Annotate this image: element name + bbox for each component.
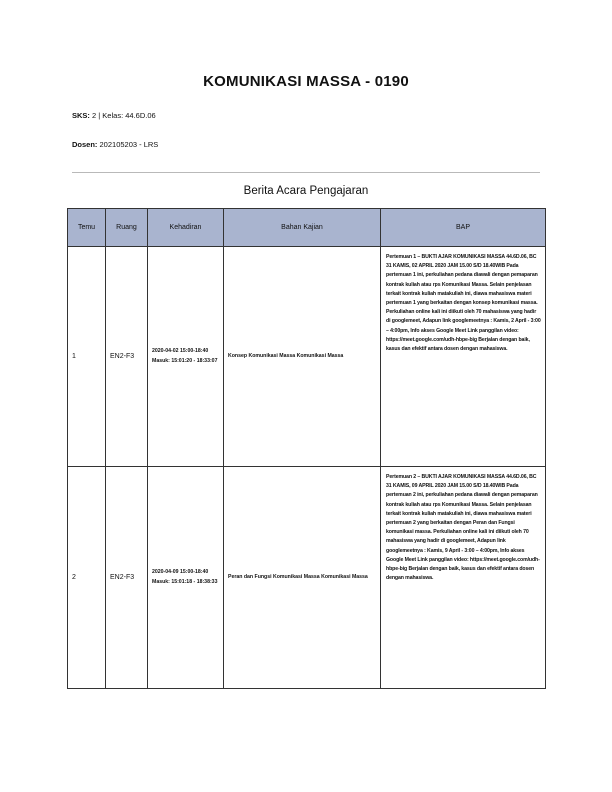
cell-bap: Pertemuan 2 – BUKTI AJAR KOMUNIKASI MASSA 44.6D.06, BC 31 KAMIS, 09 APRIL 2020 JAM 15.00 S/D 18.40WIB Pada pertemuan 2 ini, perkuliahan pedana diawali dengan pemaparan kontrak kuliah atau rps Komunikasi Massa. Selain penjelasan terkait kontrak kuliah matakuliah ini, diawa mahasiswa materi pertemuan 2 yang berkaitan dengan Peran dan Fungsi komunikasi massa. Perkuliahan online kali ini diikuti oleh 70 mahasiswa yang hadir di googlemeet, Adapun link googlemeetnya : Kamis, 9 April - 3:00 – 4:00pm, Info akses Google Meet Link panggilan video: https://meet.google.com/udh-hbpe-big Berjalan dengan baik, kasus dan efektif antara dosen dengan mahasiswa. bbox=[381, 467, 546, 689]
cell-kehadiran: 2020-04-02 15:00-18:40 Masuk: 15:01:20 - 18:33:07 bbox=[148, 247, 224, 467]
header-bap: BAP bbox=[381, 209, 546, 247]
cell-bahan-kajian: Peran dan Fungsi Komunikasi Massa Komunikasi Massa bbox=[224, 467, 381, 689]
cell-kehadiran: 2020-04-09 15:00-18:40 Masuk: 15:01:18 - 18:38:33 bbox=[148, 467, 224, 689]
cell-ruang: EN2-F3 bbox=[106, 247, 148, 467]
section-title: Berita Acara Pengajaran bbox=[243, 185, 369, 197]
header-ruang: Ruang bbox=[106, 209, 148, 247]
sks-label: SKS: bbox=[72, 111, 90, 120]
header-temu: Temu bbox=[68, 209, 106, 247]
divider bbox=[72, 172, 540, 173]
lecturer-meta bbox=[72, 140, 158, 149]
cell-temu: 2 bbox=[68, 467, 106, 689]
cell-temu: 1 bbox=[68, 247, 106, 467]
teaching-record-table bbox=[67, 208, 546, 689]
table-header-row bbox=[68, 209, 546, 247]
header-kehadiran: Kehadiran bbox=[148, 209, 224, 247]
cell-bahan-kajian: Konsep Komunikasi Massa Komunikasi Massa bbox=[224, 247, 381, 467]
table-row bbox=[68, 467, 546, 689]
dosen-label: Dosen: bbox=[72, 140, 98, 149]
sks-value: 2 | Kelas: 44.6D.06 bbox=[92, 111, 156, 120]
table-row bbox=[68, 247, 546, 467]
header-bahan-kajian: Bahan Kajian bbox=[224, 209, 381, 247]
cell-ruang: EN2-F3 bbox=[106, 467, 148, 689]
dosen-value: 202105203 - LRS bbox=[99, 140, 159, 149]
page-title: KOMUNIKASI MASSA - 0190 bbox=[203, 73, 409, 90]
course-meta bbox=[72, 111, 156, 120]
cell-bap: Pertemuan 1 – BUKTI AJAR KOMUNIKASI MASSA 44.6D.06, BC 31 KAMIS, 02 APRIL 2020 JAM 15.00 S/D 18.40WIB Pada pertemuan 1 ini, perkuliahan pedana diawali dengan pemaparan kontrak kuliah atau rps Komunikasi Massa. Selain penjelasan terkait kontrak kuliah matakuliah ini, diawa mahasiswa materi pertemuan 1 yang berkaitan dengan konsep komunikasi massa. Perkuliahan online kali ini diikuti oleh 70 mahasiswa yang hadir di googlemeet, Adapun link googlemeetnya : Kamis, 2 April - 3:00 – 4:00pm, Info akses Google Meet Link panggilan video: https://meet.google.com/udh-hbpe-big Berjalan dengan baik, kasus dan efektif antara dosen dengan mahasiswa. bbox=[381, 247, 546, 467]
